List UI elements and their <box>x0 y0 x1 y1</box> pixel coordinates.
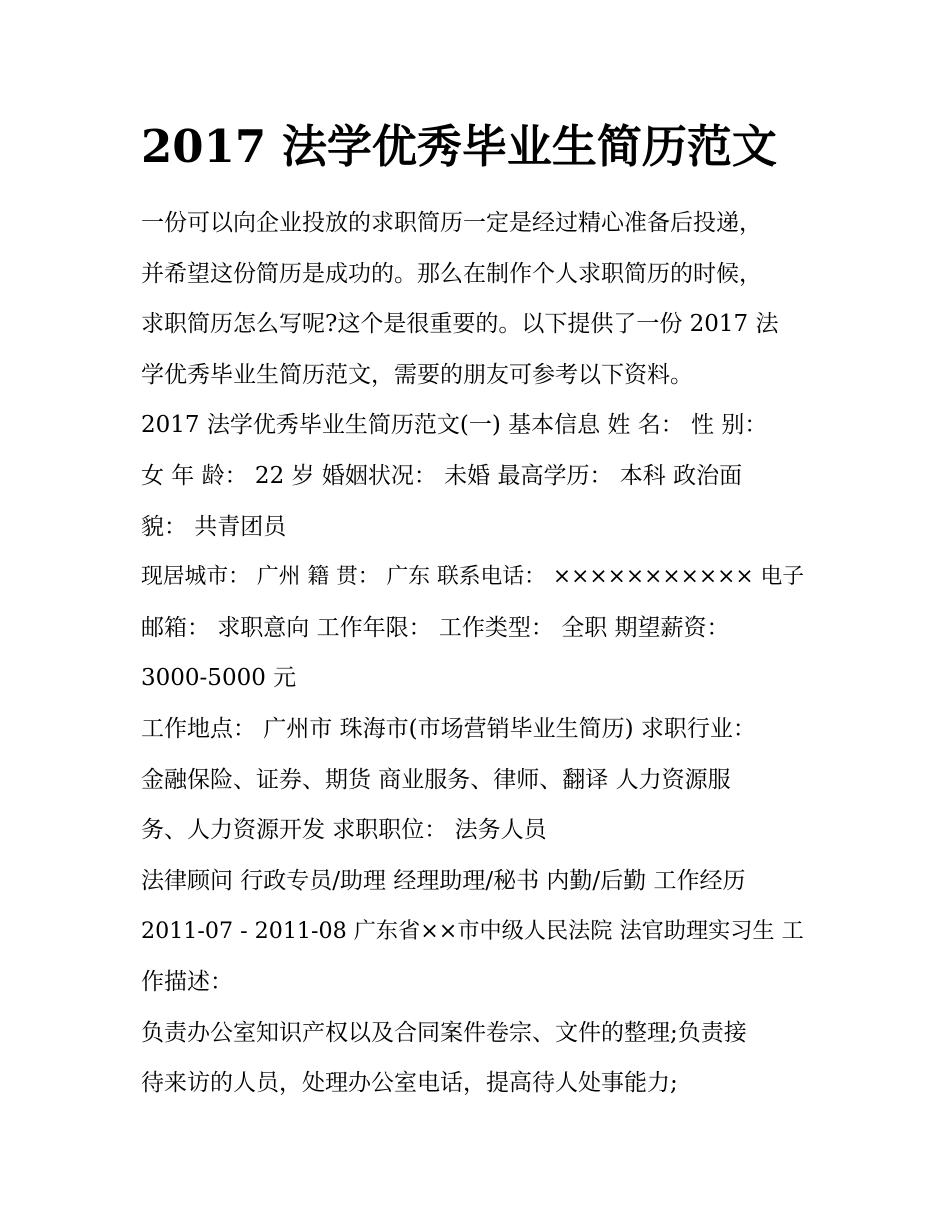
text-line: 3000-5000 元 <box>141 665 297 692</box>
text-line: 求职简历怎么写呢?这个是很重要的。以下提供了一份 2017 法 <box>141 311 779 338</box>
text-line: 邮箱： 求职意向 工作年限： 工作类型： 全职 期望薪资： <box>141 614 730 641</box>
text-line: 2017 法学优秀毕业生简历范文(一) 基本信息 姓 名： 性 别： <box>141 412 768 439</box>
text-line: 负责办公室知识产权以及合同案件卷宗、文件的整理;负责接 <box>141 1019 747 1046</box>
text-line: 女 年 龄： 22 岁 婚姻状况： 未婚 最高学历： 本科 政治面 <box>141 462 743 489</box>
document-title: 2017 法学优秀毕业生简历范文 <box>141 120 777 173</box>
text-line: 金融保险、证券、期货 商业服务、律师、翻译 人力资源服 <box>141 766 731 793</box>
text-line: 待来访的人员，处理办公室电话，提高待人处事能力; <box>141 1070 678 1097</box>
text-line: 法律顾问 行政专员/助理 经理助理/秘书 内勤/后勤 工作经历 <box>141 867 746 894</box>
document-body <box>141 118 811 1109</box>
text-line: 2011-07 - 2011-08 广东省××市中级人民法院 法官助理实习生 工 <box>141 918 804 945</box>
text-line: 学优秀毕业生简历范文，需要的朋友可参考以下资料。 <box>141 361 693 388</box>
text-line: 务、人力资源开发 求职职位： 法务人员 <box>141 817 547 844</box>
text-line: 一份可以向企业投放的求职简历一定是经过精心准备后投递， <box>141 210 762 236</box>
text-line: 貌： 共青团员 <box>141 513 287 540</box>
text-line: 作描述： <box>141 968 233 995</box>
text-line: 并希望这份简历是成功的。那么在制作个人求职简历的时候， <box>141 260 762 287</box>
text-line: 工作地点： 广州市 珠海市(市场营销毕业生简历) 求职行业： <box>141 715 756 742</box>
text-line: 现居城市： 广州 籍 贯： 广东 联系电话： ××××××××××× 电子 <box>141 564 805 590</box>
